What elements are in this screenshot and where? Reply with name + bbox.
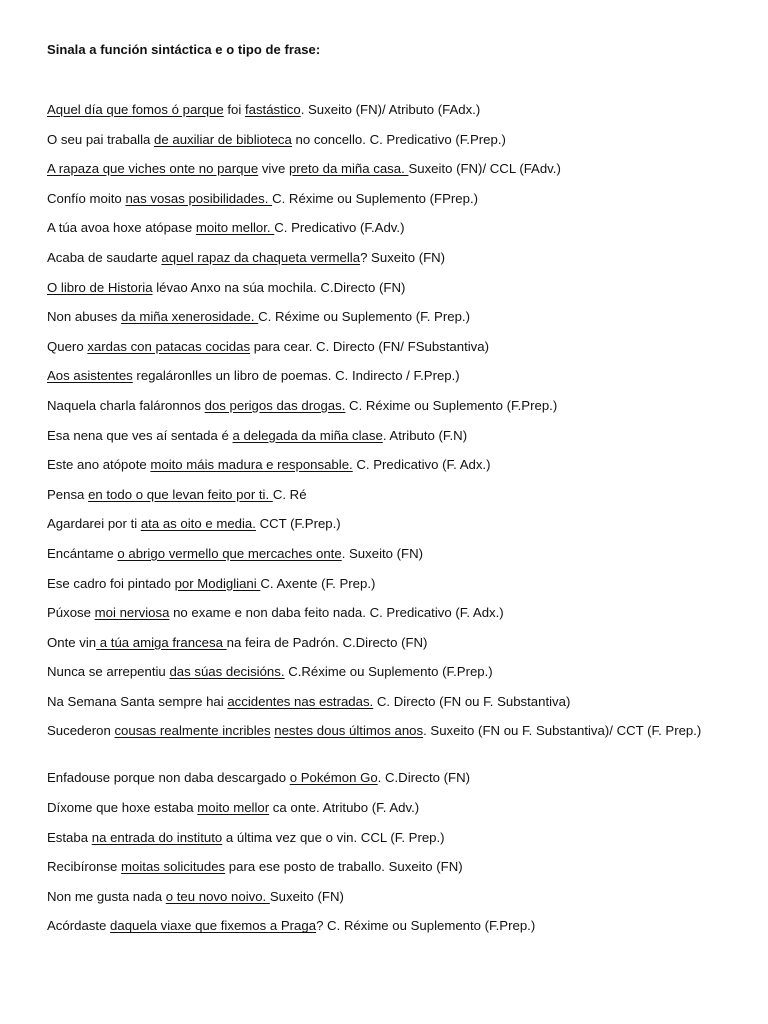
sentence-text: Nunca se arrepentiu <box>47 664 170 680</box>
sentence-text: regaláronlles un libro de poemas. C. Indirecto / F.Prep.) <box>132 368 460 384</box>
sentence-text: Onte vin <box>47 634 97 650</box>
sentence-text: ca onte. Atritubo (F. Adv.) <box>269 800 420 816</box>
sentence-text: Acaba de saudarte <box>47 249 162 265</box>
sentence-text: Confío moito <box>47 190 126 206</box>
underlined-phrase: O libro de Historia <box>47 279 153 295</box>
sentence-text: para cear. C. Directo (FN/ FSubstantiva) <box>250 338 489 354</box>
sentence-line <box>47 456 727 486</box>
underlined-phrase: o teu novo noivo. <box>165 888 270 904</box>
underlined-phrase: cousas realmente incribles <box>114 723 271 739</box>
sentence-line <box>47 367 727 397</box>
sentence-text: Quero <box>47 338 88 354</box>
sentence-line <box>47 397 727 427</box>
sentence-text: Recibíronse <box>47 859 122 875</box>
underlined-phrase: fastástico <box>244 102 301 117</box>
sentence-text: Púxose <box>47 605 95 621</box>
sentence-text: C. Predicativo (F.Adv.) <box>274 220 405 236</box>
sentence-list <box>47 101 727 947</box>
underlined-phrase: moito máis madura e responsable. <box>150 457 353 473</box>
underlined-phrase: accidentes nas estradas. <box>227 693 374 709</box>
sentence-line <box>47 160 727 190</box>
sentence-text: C. Réxime ou Suplemento (F.Prep.) <box>345 397 558 413</box>
underlined-phrase: en todo o que levan feito por ti. <box>88 486 273 502</box>
sentence-text: C. Axente (F. Prep.) <box>260 575 376 591</box>
sentence-line <box>47 219 727 249</box>
sentence-text: Estaba <box>47 829 92 845</box>
sentence-text: Acórdaste <box>47 918 111 934</box>
sentence-line <box>47 769 727 799</box>
sentence-text: lévao Anxo na súa mochila. C.Directo (FN) <box>152 279 406 295</box>
sentence-text: Enfadouse porque non daba descargado <box>47 770 290 786</box>
underlined-phrase: nas vosas posibilidades. <box>125 190 273 206</box>
underlined-phrase: daquela viaxe que fixemos a Praga <box>110 918 317 934</box>
sentence-line <box>47 634 727 664</box>
sentence-text: Na Semana Santa sempre hai <box>47 693 228 709</box>
sentence-text: . Suxeito (FN ou F. Substantiva)/ CCT (F. Prep.) <box>423 723 702 739</box>
sentence-text: foi <box>223 102 245 117</box>
sentence-line <box>47 131 727 161</box>
sentence-line <box>47 722 727 769</box>
sentence-line <box>47 190 727 220</box>
sentence-line <box>47 829 727 859</box>
sentence-text: C. Ré <box>272 486 307 502</box>
sentence-line <box>47 427 727 457</box>
sentence-text: Agardarei por ti <box>47 516 141 532</box>
sentence-line <box>47 308 727 338</box>
sentence-text: Este ano atópote <box>47 457 151 473</box>
underlined-phrase: das súas decisións. <box>169 664 285 680</box>
sentence-line <box>47 693 727 723</box>
sentence-text: Díxome que hoxe estaba <box>47 800 198 816</box>
underlined-phrase: xardas con patacas cocidas <box>87 338 251 354</box>
underlined-phrase: nestes dous últimos anos <box>274 723 424 739</box>
sentence-text: no exame e non daba feito nada. C. Predicativo (F. Adx.) <box>169 605 504 621</box>
underlined-phrase: a delegada da miña clase <box>232 427 383 443</box>
underlined-phrase: o Pokémon Go <box>289 770 378 786</box>
sentence-line <box>47 486 727 516</box>
sentence-line <box>47 575 727 605</box>
sentence-line <box>47 917 727 947</box>
underlined-phrase: aquel rapaz da chaqueta vermella <box>161 249 361 265</box>
underlined-phrase: da miña xenerosidade. <box>121 309 259 325</box>
sentence-text: A túa avoa hoxe atópase <box>47 220 196 236</box>
underlined-phrase: preto da miña casa. <box>288 161 409 177</box>
sentence-text: O seu pai traballa <box>47 131 155 147</box>
underlined-phrase: moito mellor. <box>195 220 275 236</box>
underlined-phrase: na entrada do instituto <box>91 829 223 845</box>
sentence-text: Suxeito (FN) <box>269 888 344 904</box>
sentence-line <box>47 858 727 888</box>
sentence-text: CCT (F.Prep.) <box>255 516 341 532</box>
underlined-phrase: moito mellor <box>197 800 270 816</box>
sentence-line <box>47 604 727 634</box>
sentence-line <box>47 249 727 279</box>
sentence-text: C. Directo (FN ou F. Substantiva) <box>373 693 571 709</box>
sentence-text: . Suxeito (FN) <box>341 545 424 561</box>
sentence-line <box>47 279 727 309</box>
underlined-phrase: de auxiliar de biblioteca <box>154 131 292 147</box>
underlined-phrase: moi nerviosa <box>94 605 170 621</box>
sentence-text: . Atributo (F.N) <box>382 427 468 443</box>
sentence-text: Non abuses <box>47 309 122 325</box>
sentence-line <box>47 515 727 545</box>
underlined-phrase: por Modigliani <box>174 575 261 591</box>
sentence-line <box>47 888 727 918</box>
sentence-text: Pensa <box>47 486 89 502</box>
underlined-phrase: ata as oito e media. <box>140 516 256 532</box>
underlined-phrase: a túa amiga francesa <box>96 634 227 650</box>
sentence-line <box>47 799 727 829</box>
underlined-phrase: Aquel día que fomos ó parque <box>47 102 224 117</box>
sentence-text: na feira de Padrón. C.Directo (FN) <box>226 634 428 650</box>
sentence-text: Non me gusta nada <box>47 888 166 904</box>
sentence-text: Naquela charla faláronnos <box>47 397 205 413</box>
underlined-phrase: dos perigos das drogas. <box>204 397 346 413</box>
sentence-text: Sucederon <box>47 723 115 739</box>
sentence-text: a última vez que o vin. CCL (F. Prep.) <box>222 829 445 845</box>
page-title: Sinala a función sintáctica e o tipo de frase: <box>47 42 321 57</box>
sentence-text: Ese cadro foi pintado <box>47 575 175 591</box>
sentence-text: C.Réxime ou Suplemento (F.Prep.) <box>284 664 493 680</box>
sentence-text: para ese posto de traballo. Suxeito (FN) <box>225 859 463 875</box>
sentence-text: C. Réxime ou Suplemento (FPrep.) <box>272 190 479 206</box>
sentence-line <box>47 338 727 368</box>
sentence-text: vive <box>258 161 289 177</box>
sentence-text: no concello. C. Predicativo (F.Prep.) <box>291 131 506 147</box>
underlined-phrase: moitas solicitudes <box>121 859 226 875</box>
sentence-line <box>47 101 727 131</box>
sentence-line <box>47 663 727 693</box>
underlined-phrase: A rapaza que viches onte no parque <box>47 161 259 177</box>
underlined-phrase: Aos asistentes <box>47 368 133 384</box>
underlined-phrase: o abrigo vermello que mercaches onte <box>117 545 342 561</box>
sentence-text: . Suxeito (FN)/ Atributo (FAdx.) <box>300 102 481 117</box>
sentence-text: ? Suxeito (FN) <box>360 249 446 265</box>
sentence-line <box>47 545 727 575</box>
sentence-text: Suxeito (FN)/ CCL (FAdv.) <box>408 161 561 177</box>
sentence-text: C. Réxime ou Suplemento (F. Prep.) <box>258 309 470 325</box>
sentence-text: Encántame <box>47 545 118 561</box>
sentence-text: C. Predicativo (F. Adx.) <box>352 457 491 473</box>
sentence-text: ? C. Réxime ou Suplemento (F.Prep.) <box>316 918 536 934</box>
sentence-text: Esa nena que ves aí sentada é <box>47 427 233 443</box>
sentence-text: . C.Directo (FN) <box>377 770 470 786</box>
